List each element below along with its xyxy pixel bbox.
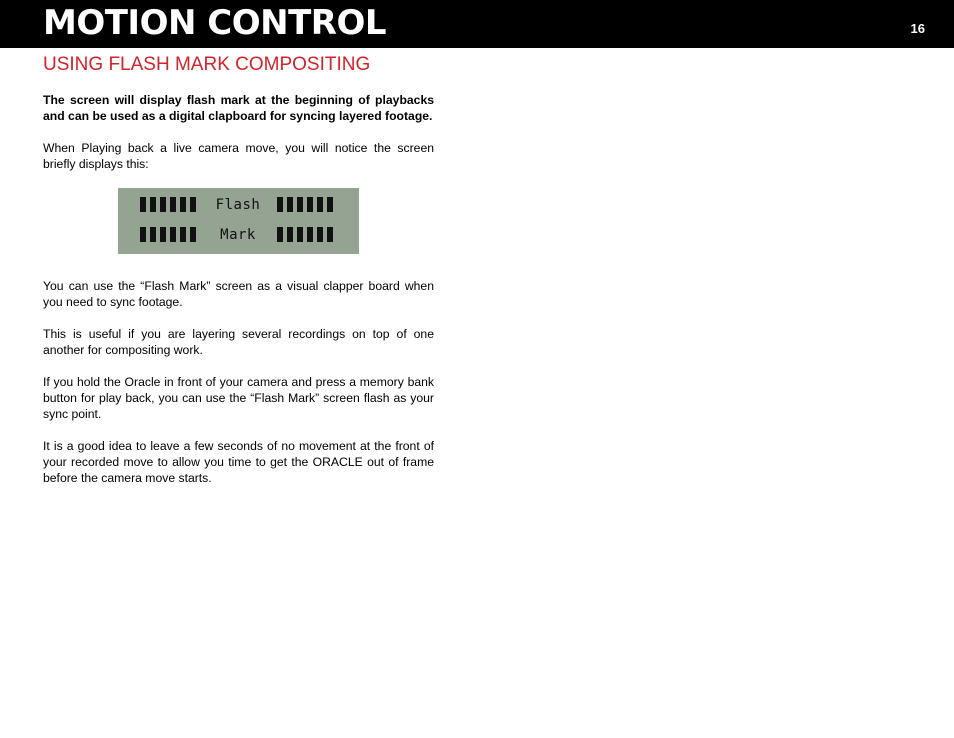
lcd-block-bar: [277, 227, 337, 243]
page-number: 16: [910, 21, 925, 36]
lcd-block-bar: [140, 227, 200, 243]
section-title: USING FLASH MARK COMPOSITING: [43, 54, 371, 75]
page-header: [0, 0, 954, 48]
lcd-display-illustration: [118, 188, 359, 254]
lcd-block-bar: [277, 197, 337, 213]
lcd-line-2: Mark: [220, 227, 256, 243]
paragraph-2: You can use the “Flash Mark” screen as a visual clapper board when you need to sync footage.: [43, 279, 434, 309]
lcd-line-1: Flash: [215, 197, 261, 213]
paragraph-1: When Playing back a live camera move, you will notice the screen briefly displays this:: [43, 141, 434, 171]
paragraph-5: It is a good idea to leave a few seconds of no movement at the front of your recorded move to allow you time to get the ORACLE out of frame before the camera move starts.: [43, 439, 434, 485]
lcd-block-bar: [140, 197, 200, 213]
intro-paragraph: The screen will display flash mark at the beginning of playbacks and can be used as a digital clapboard for syncing layered footage.: [43, 93, 434, 123]
lcd-row-1: [140, 196, 340, 214]
paragraph-4: If you hold the Oracle in front of your camera and press a memory bank button for play back, you can use the “Flash Mark” screen flash as your sync point.: [43, 375, 434, 421]
chapter-title: MOTION CONTROL: [43, 3, 387, 43]
lcd-row-2: [140, 226, 340, 244]
body-content: [43, 92, 434, 502]
paragraph-3: This is useful if you are layering several recordings on top of one another for compositing work.: [43, 327, 434, 357]
